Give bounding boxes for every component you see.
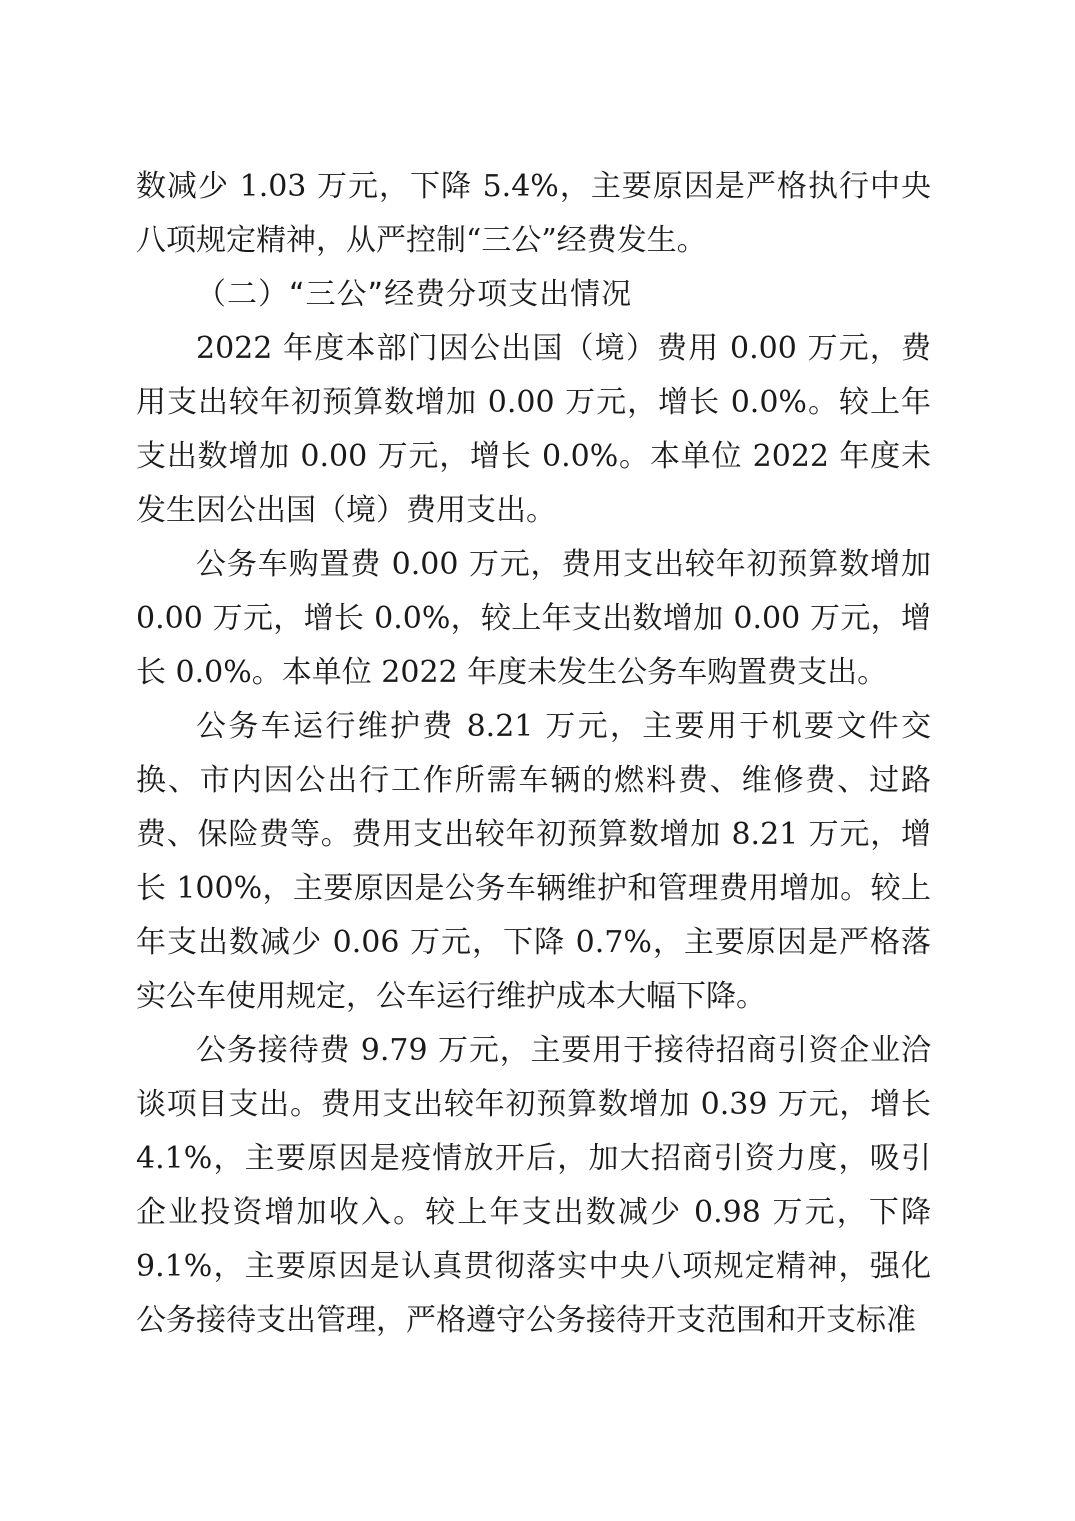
paragraph-vehicle-operation: 公务车运行维护费 8.21 万元，主要用于机要文件交换、市内因公出行工作所需车辆的燃料费、维修费、过路费、保险费等。费用支出较年初预算数增加 8.21 万元，增长 100%，主要原因是公务车辆维护和管理费用增加。较上年支出数减少 0.06 万元，下降 0.7%，主要原因是严格落实公车使用规定，公车运行维护成本大幅下降。 [136, 709, 931, 1014]
section-heading: （二）“三公”经费分项支出情况 [196, 277, 633, 312]
document-body [136, 160, 931, 1348]
paragraph-reception: 公务接待费 9.79 万元，主要用于接待招商引资企业洽谈项目支出。费用支出较年初预算数增加 0.39 万元，增长 4.1%，主要原因是疫情放开后，加大招商引资力度，吸引企业投资增加收入。较上年支出数减少 0.98 万元，下降 9.1%，主要原因是认真贯彻落实中央八项规定精神，强化公务接待支出管理，严格遵守公务接待开支范围和开支标准 [136, 1033, 931, 1338]
paragraph-vehicle-purchase: 公务车购置费 0.00 万元，费用支出较年初预算数增加 0.00 万元，增长 0.0%，较上年支出数增加 0.00 万元，增长 0.0%。本单位 2022 年度未发生公务车购置费支出。 [136, 547, 931, 690]
paragraph-continuation: 数减少 1.03 万元，下降 5.4%，主要原因是严格执行中央八项规定精神，从严控制“三公”经费发生。 [136, 169, 931, 258]
paragraph-travel-abroad: 2022 年度本部门因公出国（境）费用 0.00 万元，费用支出较年初预算数增加 0.00 万元，增长 0.0%。较上年支出数增加 0.00 万元，增长 0.0%。本单位 2022 年度未发生因公出国（境）费用支出。 [136, 331, 931, 528]
